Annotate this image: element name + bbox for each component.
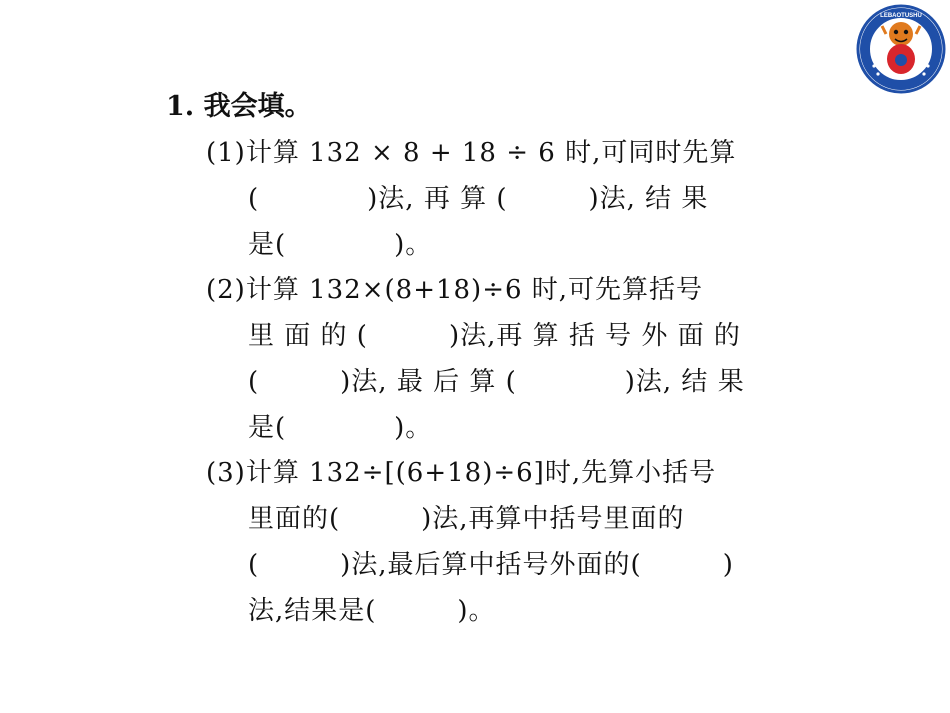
q2-line-1: (2)计算 132×(8+18)÷6 时,可先算括号: [206, 275, 704, 305]
q3-line-3: ( )法,最后算中括号外面的( ): [248, 550, 734, 580]
logo-text: LEBAOTUSHU: [880, 13, 922, 19]
q1-line-1: (1)计算 132 × 8 + 18 ÷ 6 时,可同时先算: [206, 138, 737, 168]
q2-line-2: 里 面 的 ( )法,再 算 括 号 外 面 的: [248, 321, 741, 351]
q1-line-2: ( )法, 再 算 ( )法, 结 果: [248, 184, 709, 214]
q2-line-4: 是( )。: [248, 413, 433, 443]
question-heading: 1. 我会填。: [166, 91, 312, 122]
tiger-mascot-seal-icon: [856, 4, 946, 94]
q3-line-2: 里面的( )法,再算中括号里面的: [248, 504, 685, 534]
q3-line-1: (3)计算 132÷[(6+18)÷6]时,先算小括号: [206, 458, 717, 488]
q1-line-3: 是( )。: [248, 230, 433, 260]
q2-line-3: ( )法, 最 后 算 ( )法, 结 果: [248, 367, 745, 397]
q3-line-4: 法,结果是( )。: [248, 596, 496, 626]
